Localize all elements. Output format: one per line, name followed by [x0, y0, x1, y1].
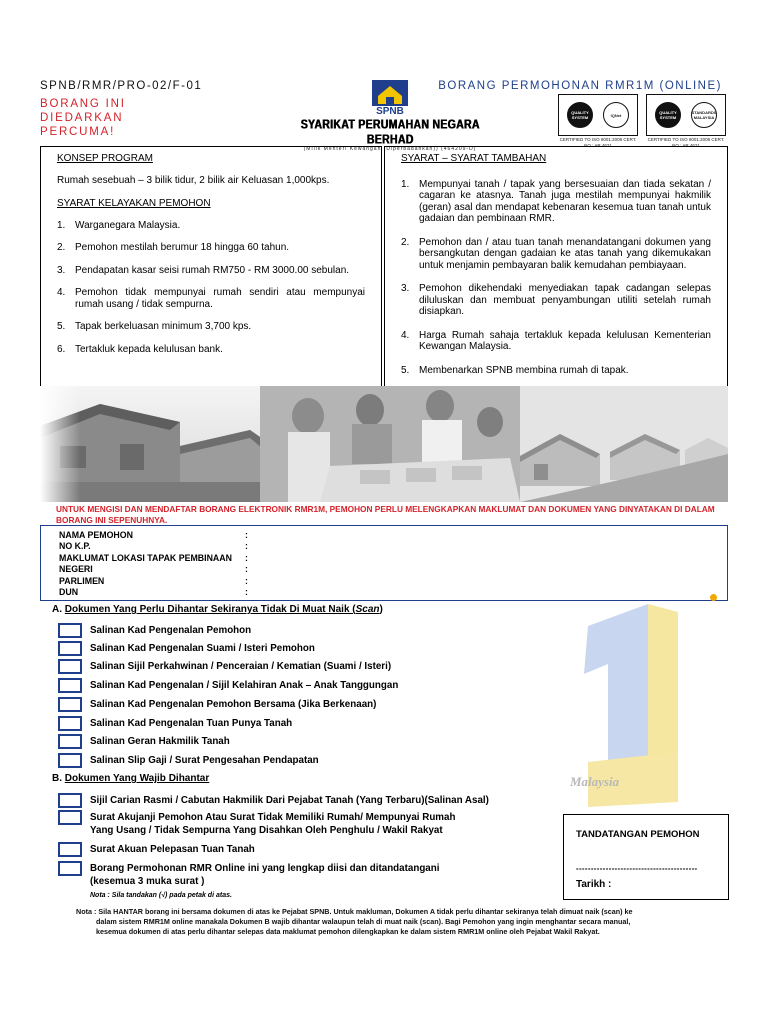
checklist-item: Surat Akuan Pelepasan Tuan Tanah: [58, 844, 255, 857]
section-b-title: B. Dokumen Yang Wajib Dihantar: [52, 773, 210, 784]
form-code: SPNB/RMR/PRO-02/F-01: [40, 80, 203, 92]
checklist-item: Borang Permohonan RMR Online ini yang lengkap diisi dan ditandatangani (kesemua 3 muka surat ): [58, 863, 439, 888]
logo-mark: [364, 78, 416, 118]
checklist-item: Salinan Kad Pengenalan Tuan Punya Tanah: [58, 718, 292, 731]
signature-label: TANDATANGAN PEMOHON: [576, 829, 700, 840]
footnote-line: Nota : Sila HANTAR borang ini bersama dokumen di atas ke Pejabat SPNB. Untuk makluman, Dokumen A tidak perlu dihantar sekiranya telah dimuat naik (scan) ke: [76, 907, 633, 916]
checkbox[interactable]: [58, 810, 82, 825]
checkbox[interactable]: [58, 641, 82, 656]
additional-list: [401, 179, 711, 377]
checklist-item: Salinan Sijil Perkahwinan / Penceraian / Kematian (Suami / Isteri): [58, 661, 391, 674]
one-malaysia-watermark: [528, 602, 728, 814]
spnb-logo: [290, 78, 490, 152]
checklist-item: Sijil Carian Rasmi / Cabutan Hakmilik Dari Pejabat Tanah (Yang Terbaru)(Salinan Asal): [58, 795, 489, 808]
footnote-line: kesemua dokumen di atas perlu dihantar selepas data maklumat pemohon dilengkapkan ke dalam sistem RMR1M online oleh Pejabat Wakil Rakyat.: [96, 926, 600, 936]
cert-badge-standards: [646, 94, 726, 149]
housing-photo-strip: [40, 386, 728, 502]
checkbox[interactable]: [58, 623, 82, 638]
list-item: 1. Mempunyai tanah / tapak yang bersesuaian dan tiada sekatan / cagaran ke atasnya. Tanah juga mestilah mempunyai hakmilik (geran) asal dan mendapat kebenaran kesemua tuan tanah untuk gadaian dan pembinaan RMR.: [401, 178, 711, 224]
instruction-text: UNTUK MENGISI DAN MENDAFTAR BORANG ELEKTRONIK RMR1M, PEMOHON PERLU MELENGKAPKAN MAKLUMAT DAN DOKUMEN YANG DINYATAKAN DI DALAM BORANG INI SEPENUHNYA.: [56, 504, 715, 525]
standards-malaysia-icon: STANDARDS MALAYSIA: [691, 102, 717, 128]
list-item: 3. Pendapatan kasar seisi rumah RM750 - RM 3000.00 sebulan.: [57, 264, 350, 276]
free-note-line: DIEDARKAN: [40, 112, 124, 124]
checkbox[interactable]: [58, 842, 82, 857]
checklist-item: Surat Akujanji Pemohon Atau Surat Tidak Memiliki Rumah/ Mempunyai Rumah Yang Usang / Tidak Sempurna Yang Disahkan Oleh Penghulu / Wakil Rakyat: [58, 812, 455, 837]
concept-title: KONSEP PROGRAM: [57, 153, 153, 164]
list-item: 2. Pemohon mestilah berumur 18 hingga 60 tahun.: [57, 242, 290, 253]
quality-system-icon: QUALITY SYSTEM: [567, 102, 593, 128]
tick-note: Nota : Sila tandakan (√) pada petak di atas.: [90, 892, 232, 899]
cert-badge-sirim: [558, 94, 638, 149]
checklist-item: Salinan Kad Pengenalan Suami / Isteri Pemohon: [58, 643, 315, 656]
quality-system-icon: QUALITY SYSTEM: [655, 102, 681, 128]
one-malaysia-icon: [528, 602, 728, 814]
signature-line: -----------------------------------------: [576, 864, 698, 873]
watermark-text: Malaysia: [570, 774, 620, 789]
program-concept-box: [40, 146, 382, 387]
logo-text: SPNB: [376, 106, 404, 117]
section-a-title: A. Dokumen Yang Perlu Dihantar Sekiranya Tidak Di Muat Naik (Scan): [52, 604, 383, 615]
free-distribution-note: [40, 97, 126, 139]
checkbox[interactable]: [58, 734, 82, 749]
free-note-line: PERCUMA!: [40, 126, 116, 138]
list-item: 1. Warganegara Malaysia.: [57, 219, 181, 231]
eligibility-title: SYARAT KELAYAKAN PEMOHON: [57, 198, 211, 209]
form-title: BORANG PERMOHONAN RMR1M (ONLINE): [438, 80, 722, 92]
checklist-item: Salinan Kad Pengenalan Pemohon Bersama (Jika Berkenaan): [58, 699, 376, 712]
bullet-dot-icon: [710, 594, 717, 601]
field-no-kp[interactable]: NO K.P. :: [59, 541, 248, 552]
list-item: 2. Pemohon dan / atau tuan tanah menandatangani dokumen yang bersangkutan dengan gadaian ke atas tanah yang dikemukakan untuk menjamin pembayaran balik kemudahan pembiayaan.: [401, 236, 711, 271]
field-nama-pemohon[interactable]: NAMA PEMOHON :: [59, 530, 248, 540]
additional-requirements-box: [384, 146, 728, 387]
checklist-item: Salinan Kad Pengenalan / Sijil Kelahiran Anak – Anak Tanggungan: [58, 680, 398, 693]
field-dun[interactable]: DUN :: [59, 587, 248, 598]
checkbox[interactable]: [58, 678, 82, 693]
footnote: [76, 907, 726, 936]
company-name: SYARIKAT PERUMAHAN NEGARA BERHAD: [300, 117, 480, 147]
list-item: 4. Pemohon tidak mempunyai rumah sendiri atau mempunyai rumah usang / tidak sempurna.: [57, 287, 365, 310]
eligibility-list: [57, 220, 365, 356]
company-sub: (Milik Menteri Kewangan (Diperbadankan)) (464209-D): [303, 146, 477, 152]
concept-text: Rumah sesebuah – 3 bilik tidur, 2 bilik air Keluasan 1,000kps.: [57, 174, 330, 186]
houses-photo-icon: [40, 386, 728, 502]
cert-label: CERTIFIED TO ISO 9001:2008 CERT. NO.: AR 4621: [647, 137, 725, 148]
checkbox[interactable]: [58, 861, 82, 876]
signature-box[interactable]: [563, 814, 729, 900]
additional-title: SYARAT – SYARAT TAMBAHAN: [401, 153, 547, 164]
checkbox[interactable]: [58, 753, 82, 768]
footnote-line: dalam sistem RMR1M online manakala Dokumen B wajib dihantar walaupun telah di muat naik (scan). Bagi Pemohon yang ingin menghantar secara manual,: [96, 916, 631, 926]
checkbox[interactable]: [58, 659, 82, 674]
checkbox[interactable]: [58, 716, 82, 731]
checklist-item: Salinan Kad Pengenalan Pemohon: [58, 625, 251, 638]
checkbox[interactable]: [58, 793, 82, 808]
applicant-info-box: [40, 525, 728, 601]
cert-label: CERTIFIED TO ISO 9001:2008 CERT. NO.: AR 4621: [559, 137, 637, 148]
field-negeri[interactable]: NEGERI :: [59, 564, 248, 575]
list-item: 3. Pemohon dikehendaki menyediakan tapak cadangan selepas diluluskan dan membuat penyambungan utiliti setelah rumah disiapkan.: [401, 283, 711, 317]
checklist-item: Salinan Geran Hakmilik Tanah: [58, 736, 230, 749]
iqnet-icon: IQNet: [603, 102, 629, 128]
list-item: 6. Tertakluk kepada kelulusan bank.: [57, 343, 223, 355]
checklist-item: Salinan Slip Gaji / Surat Pengesahan Pendapatan: [58, 755, 319, 768]
list-item: 5. Membenarkan SPNB membina rumah di tapak.: [401, 364, 629, 376]
field-lokasi-tapak[interactable]: MAKLUMAT LOKASI TAPAK PEMBINAAN :: [59, 552, 248, 563]
list-item: 4. Harga Rumah sahaja tertakluk kepada kelulusan Kementerian Kewangan Malaysia.: [401, 329, 711, 352]
field-parlimen[interactable]: PARLIMEN :: [59, 575, 248, 586]
list-item: 5. Tapak berkeluasan minimum 3,700 kps.: [57, 321, 252, 332]
checkbox[interactable]: [58, 697, 82, 712]
free-note-line: BORANG INI: [40, 98, 126, 110]
date-label: Tarikh :: [576, 879, 612, 890]
